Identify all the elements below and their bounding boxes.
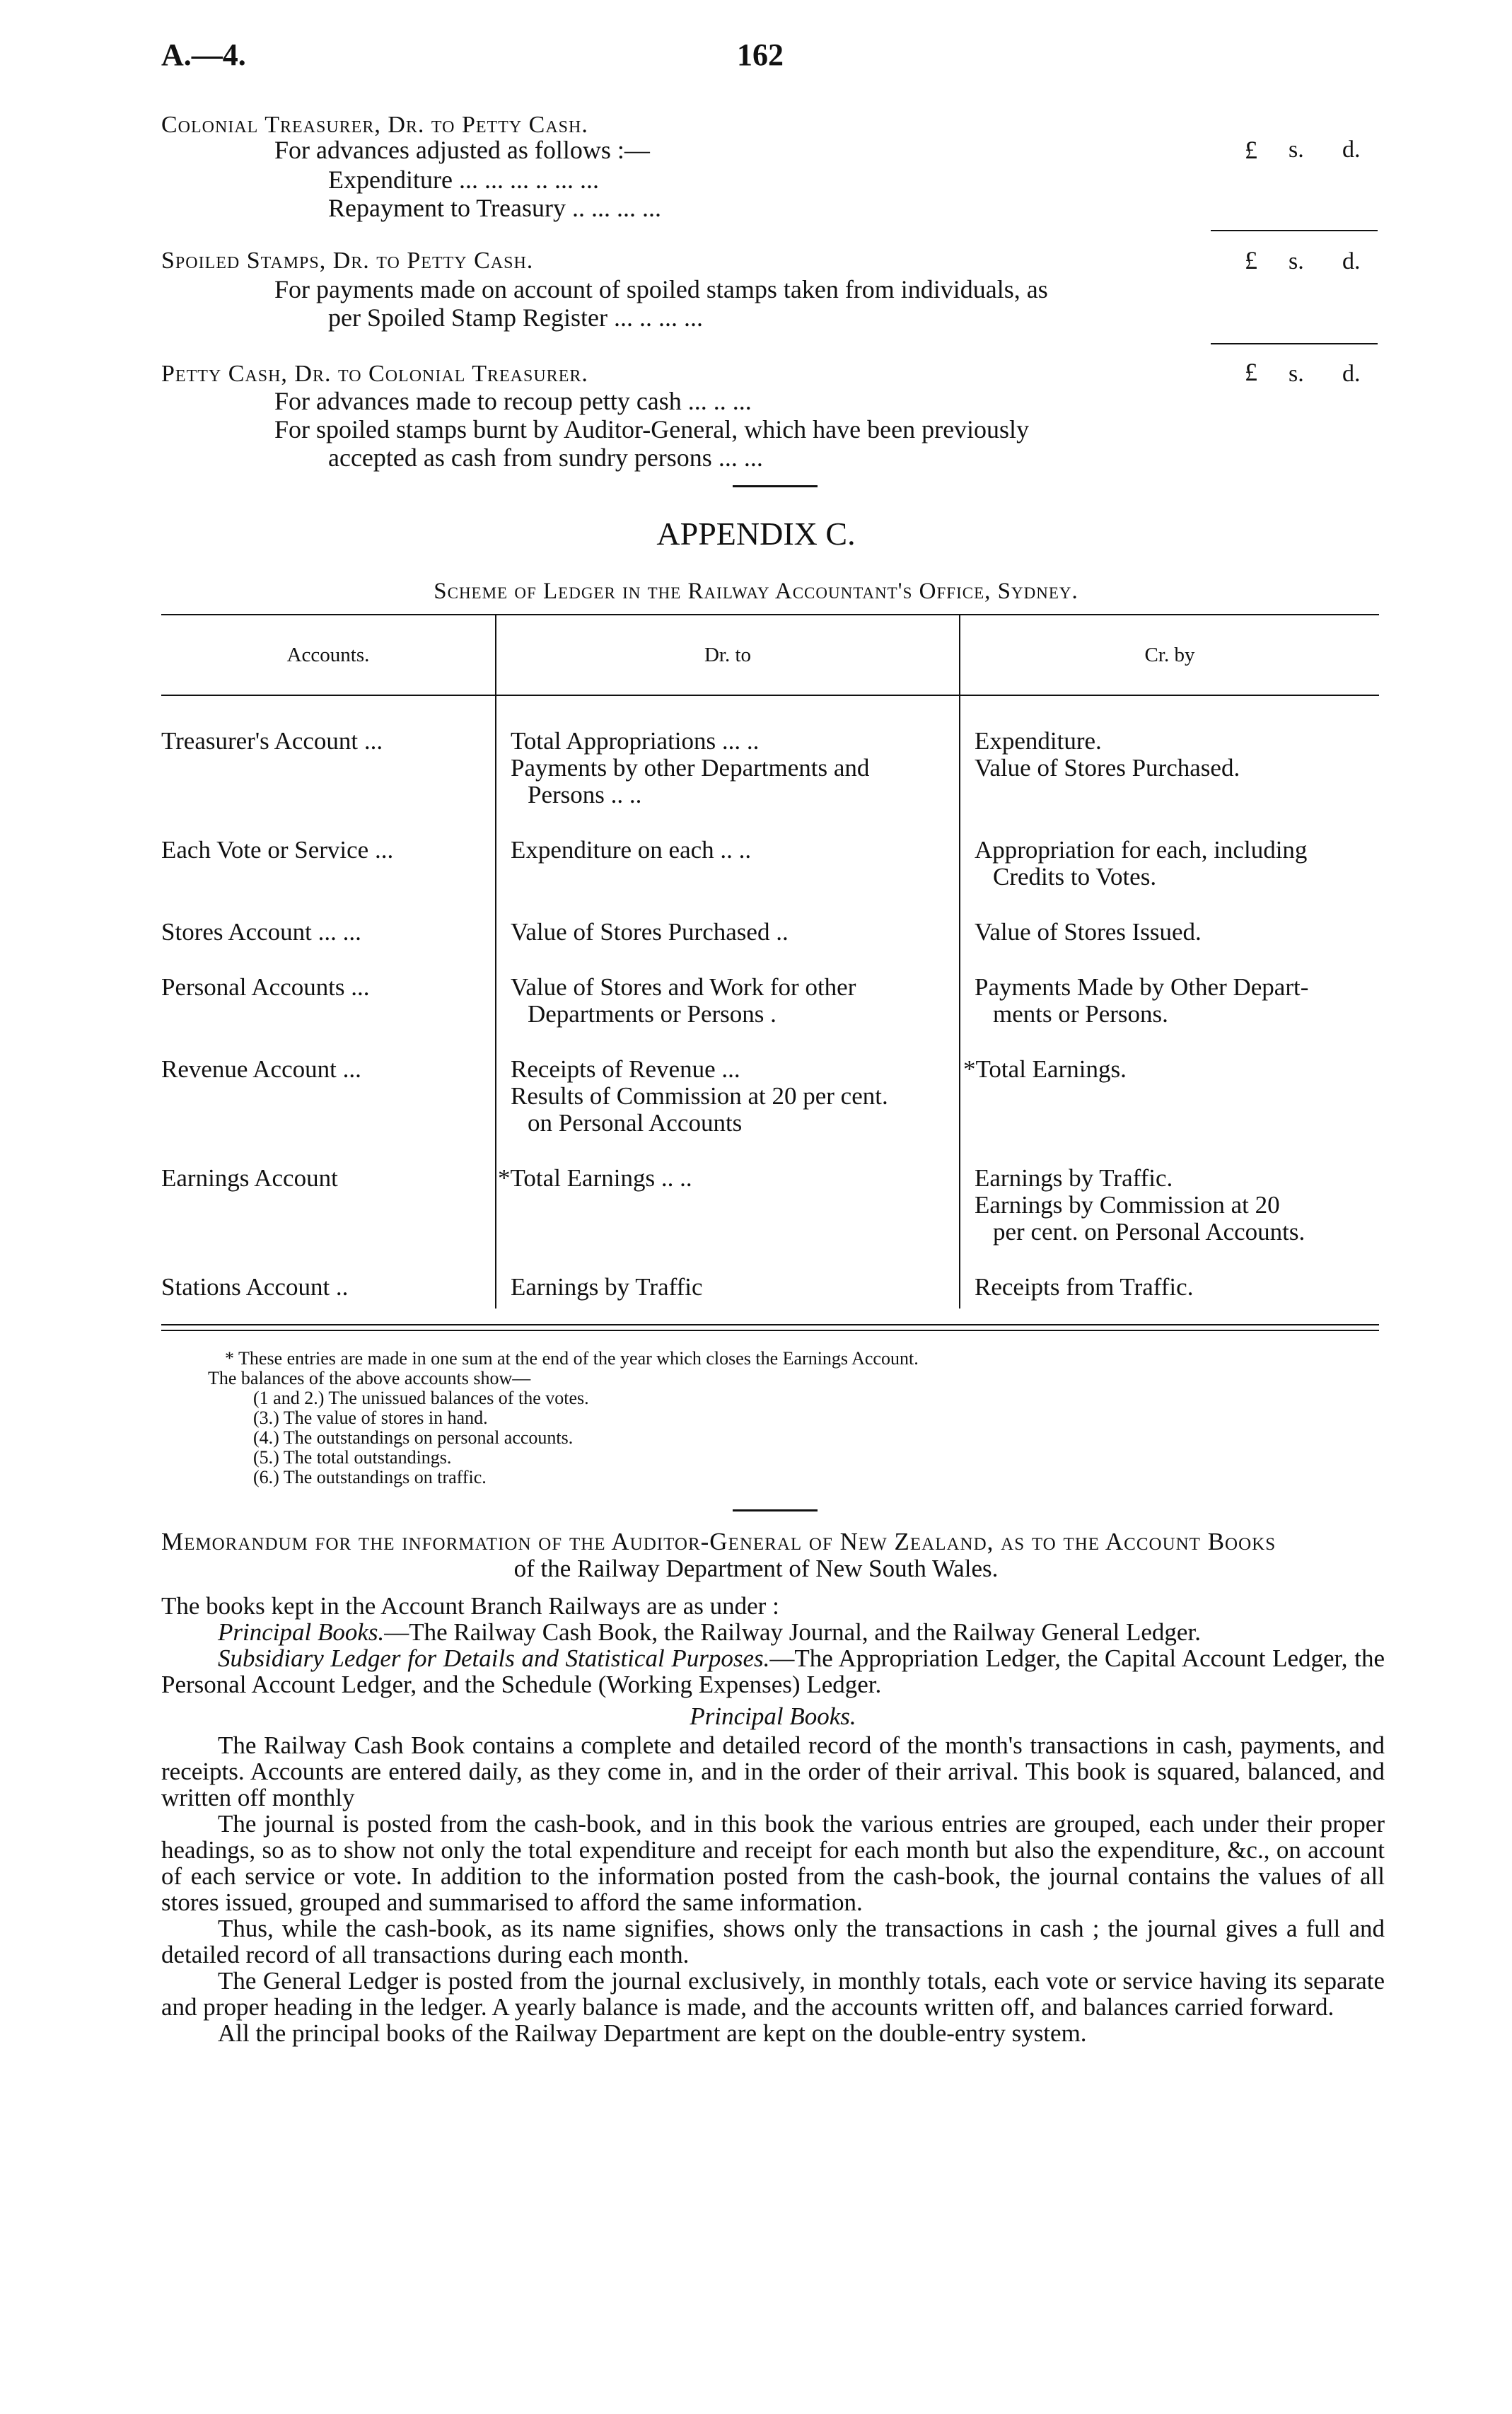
series-label: A.—4. bbox=[161, 37, 246, 72]
footnote: The balances of the above accounts show— bbox=[208, 1368, 531, 1388]
sum-rule bbox=[1211, 230, 1378, 231]
column-header-accounts: Accounts. bbox=[286, 644, 370, 666]
currency-pence: d. bbox=[1342, 248, 1361, 274]
currency-shillings: s. bbox=[1289, 137, 1304, 163]
subsidiary-text: —The Appropriation Ledger, the Capital Account Ledger, the Personal Account Ledger, and the Schedule (Working Expenses) Ledger. bbox=[161, 1644, 1385, 1698]
column-header-cr: Cr. by bbox=[1144, 644, 1195, 666]
principal-books-label: Principal Books. bbox=[218, 1618, 385, 1646]
body-paragraph: All the principal books of the Railway Department are kept on the double-entry system. bbox=[218, 2019, 1087, 2047]
table-bottom-rule bbox=[161, 1330, 1379, 1331]
page-number: 162 bbox=[737, 37, 784, 72]
cr-line: Earnings by Commission at 20 bbox=[975, 1191, 1280, 1219]
account-name: Personal Accounts ... bbox=[161, 973, 370, 1001]
table-bottom-rule bbox=[161, 1324, 1379, 1325]
entry-heading: Petty Cash, Dr. to Colonial Treasurer. bbox=[161, 361, 588, 387]
cr-line: Expenditure. bbox=[975, 727, 1102, 755]
cr-line: Earnings by Traffic. bbox=[975, 1164, 1173, 1192]
dr-line: Departments or Persons . bbox=[528, 1000, 777, 1028]
currency-pence: d. bbox=[1342, 137, 1361, 163]
account-name: Each Vote or Service ... bbox=[161, 836, 394, 864]
entry-heading: Colonial Treasurer, Dr. to Petty Cash. bbox=[161, 112, 588, 138]
dr-line: Value of Stores Purchased .. bbox=[511, 918, 789, 946]
principal-books-text: —The Railway Cash Book, the Railway Journal, and the Railway General Ledger. bbox=[384, 1618, 1201, 1646]
dr-line: Total Appropriations ... .. bbox=[511, 727, 760, 755]
memorandum-title: Memorandum for the information of the Auditor-General of New Zealand, as to the Account Books bbox=[161, 1528, 1277, 1555]
cr-line: Receipts from Traffic. bbox=[975, 1273, 1194, 1301]
cr-line: ments or Persons. bbox=[993, 1000, 1168, 1028]
entry-line: For advances made to recoup petty cash ... .. ... bbox=[274, 387, 752, 415]
currency-shillings: s. bbox=[1289, 361, 1304, 387]
currency-pound: £ bbox=[1245, 136, 1257, 164]
section-heading: Principal Books. bbox=[690, 1702, 856, 1730]
section-divider bbox=[733, 485, 818, 487]
account-name: Revenue Account ... bbox=[161, 1055, 361, 1083]
account-name: Treasurer's Account ... bbox=[161, 727, 383, 755]
dr-line: Expenditure on each .. .. bbox=[511, 836, 752, 864]
footnote: * These entries are made in one sum at the end of the year which closes the Earnings Account. bbox=[225, 1348, 919, 1369]
cr-line: Value of Stores Issued. bbox=[975, 918, 1202, 946]
cr-line: *Total Earnings. bbox=[963, 1055, 1127, 1083]
currency-pound: £ bbox=[1245, 358, 1257, 386]
header-rule bbox=[161, 695, 1379, 696]
memorandum-body bbox=[161, 1593, 1385, 2046]
currency-pound: £ bbox=[1245, 246, 1257, 274]
cr-line: Value of Stores Purchased. bbox=[975, 754, 1240, 782]
dr-line: Persons .. .. bbox=[528, 781, 642, 808]
footnote: (3.) The value of stores in hand. bbox=[253, 1408, 488, 1428]
entry-line: per Spoiled Stamp Register ... .. ... ... bbox=[328, 303, 703, 332]
entry-line: Repayment to Treasury .. ... ... ... bbox=[328, 194, 661, 222]
dr-line: Receipts of Revenue ... bbox=[511, 1055, 740, 1083]
column-header-dr: Dr. to bbox=[704, 644, 752, 666]
table-top-rule bbox=[161, 614, 1379, 615]
column-divider bbox=[495, 615, 496, 1308]
memorandum-subtitle: of the Railway Department of New South Wales. bbox=[513, 1555, 999, 1582]
body-paragraph: Thus, while the cash-book, as its name signifies, shows only the transactions in cash ; the journal gives a full and detailed record of all transactions during each month. bbox=[161, 1915, 1385, 1968]
dr-line: Payments by other Departments and bbox=[511, 754, 870, 782]
footnote: (4.) The outstandings on personal accounts. bbox=[253, 1427, 574, 1448]
footnote: (6.) The outstandings on traffic. bbox=[253, 1467, 487, 1487]
cr-line: Appropriation for each, including bbox=[975, 836, 1308, 864]
dr-line: Value of Stores and Work for other bbox=[511, 973, 856, 1001]
section-divider bbox=[733, 1509, 818, 1511]
body-paragraph: The Railway Cash Book contains a complete and detailed record of the month's transactions in cash, payments, and receipts. Accounts are entered daily, as they come in, and in the order of their arrival. This book is squared, balanced, and written off monthly bbox=[161, 1731, 1385, 1811]
cr-line: per cent. on Personal Accounts. bbox=[993, 1218, 1305, 1246]
subsidiary-paragraph bbox=[161, 1645, 1385, 1698]
footnote: (1 and 2.) The unissued balances of the votes. bbox=[253, 1388, 589, 1408]
column-divider bbox=[959, 615, 960, 1308]
appendix-subtitle: Scheme of Ledger in the Railway Accountant's Office, Sydney. bbox=[434, 579, 1078, 604]
appendix-title: APPENDIX C. bbox=[656, 516, 856, 552]
currency-pence: d. bbox=[1342, 361, 1361, 387]
intro-paragraph: The books kept in the Account Branch Railways are as under : bbox=[161, 1592, 779, 1620]
body-paragraph: The journal is posted from the cash-book, and in this book the various entries are grouped, each under their proper headings, so as to show not only the total expenditure and receipt for each month but also the expenditure, &c., on account of each service or vote. In addition to the information posted from the cash-book, the journal contains the values of all stores issued, grouped and summarised to afford the same information. bbox=[161, 1810, 1385, 1916]
account-name: Stations Account .. bbox=[161, 1273, 349, 1301]
dr-line: on Personal Accounts bbox=[528, 1109, 743, 1137]
entry-heading: Spoiled Stamps, Dr. to Petty Cash. bbox=[161, 248, 534, 274]
entry-line: Expenditure ... ... ... .. ... ... bbox=[328, 166, 599, 194]
currency-shillings: s. bbox=[1289, 248, 1304, 274]
dr-line: *Total Earnings .. .. bbox=[498, 1164, 692, 1192]
account-name: Earnings Account bbox=[161, 1164, 338, 1192]
cr-line: Credits to Votes. bbox=[993, 863, 1157, 890]
body-paragraph: The General Ledger is posted from the journal exclusively, in monthly totals, each vote or service having its separate and proper heading in the ledger. A yearly balance is made, and the accounts written off, and balances carried forward. bbox=[161, 1967, 1385, 2021]
dr-line: Results of Commission at 20 per cent. bbox=[511, 1082, 888, 1110]
subsidiary-label: Subsidiary Ledger for Details and Statistical Purposes. bbox=[218, 1644, 770, 1672]
account-name: Stores Account ... ... bbox=[161, 918, 361, 946]
entry-line: For advances adjusted as follows :— bbox=[274, 136, 650, 164]
footnote: (5.) The total outstandings. bbox=[253, 1447, 452, 1468]
entry-line: For spoiled stamps burnt by Auditor-General, which have been previously bbox=[274, 415, 1030, 443]
entry-line: accepted as cash from sundry persons ... ... bbox=[328, 443, 763, 472]
sum-rule bbox=[1211, 343, 1378, 344]
cr-line: Payments Made by Other Depart- bbox=[975, 973, 1309, 1001]
dr-line: Earnings by Traffic bbox=[511, 1273, 703, 1301]
entry-line: For payments made on account of spoiled stamps taken from individuals, as bbox=[274, 275, 1048, 303]
principal-books-paragraph bbox=[161, 1619, 1385, 1645]
